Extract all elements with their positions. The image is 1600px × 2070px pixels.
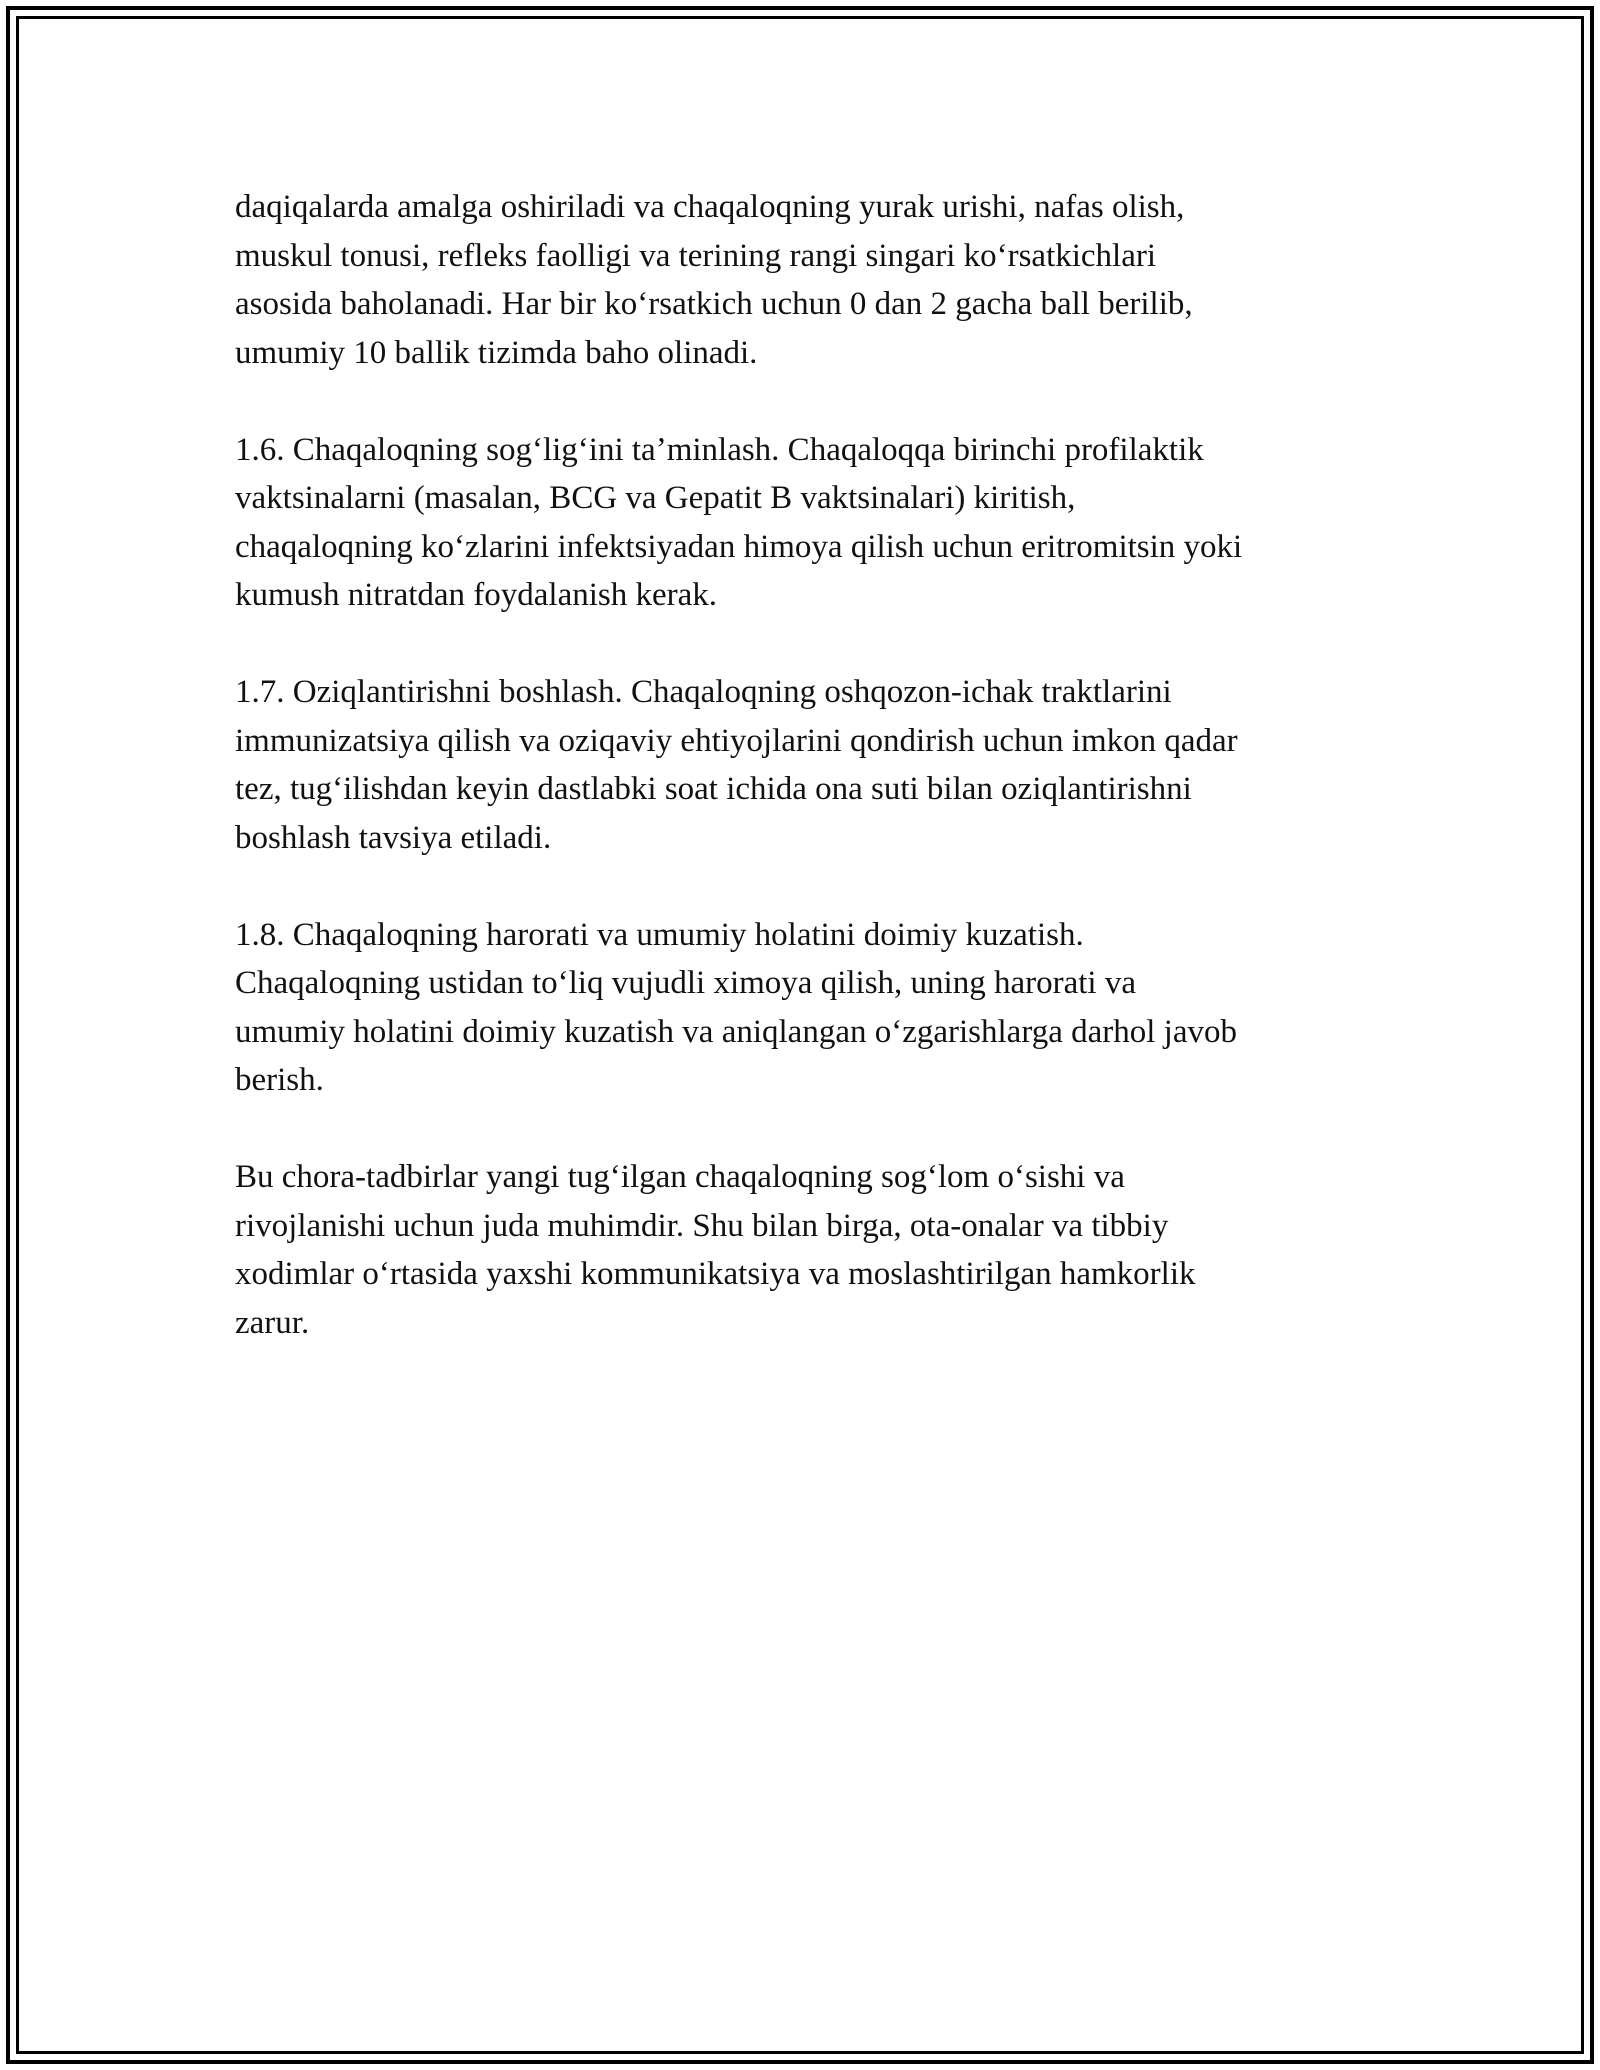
paragraph-section-1-7: 1.7. Oziqlantirishni boshlash. Chaqaloqning oshqozon-ichak traktlarini immunizatsiya qilish va oziqaviy ehtiyojlarini qondirish uchun imkon qadar tez, tugʻilishdan keyin dastlabki soat ichida ona suti bilan oziqlantirishni boshlash tavsiya etiladi. <box>235 674 1238 856</box>
paragraph-section-1-8: 1.8. Chaqaloqning harorati va umumiy holatini doimiy kuzatish. Chaqaloqning ustidan toʻliq vujudli ximoya qilish, uning harorati va umumiy holatini doimiy kuzatish va aniqlangan oʻzgarishlarga darhol javob berish. <box>235 916 1237 1098</box>
document-body <box>235 183 1375 1396</box>
paragraph-apgar-continued: daqiqalarda amalga oshiriladi va chaqaloqning yurak urishi, nafas olish, muskul tonusi, refleks faolligi va terining rangi singari koʻrsatkichlari asosida baholanadi. Har bir koʻrsatkich uchun 0 dan 2 gacha ball berilib, umumiy 10 ballik tizimda baho olinadi. <box>235 189 1193 371</box>
paragraph-section-1-6: 1.6. Chaqaloqning sogʻligʻini taʼminlash. Chaqaloqqa birinchi profilaktik vaktsinalarni (masalan, BCG va Gepatit B vaktsinalari) kiritish, chaqaloqning koʻzlarini infektsiyadan himoya qilish uchun eritromitsin yoki kumush nitratdan foydalanish kerak. <box>235 431 1243 613</box>
paragraph-conclusion: Bu chora-tadbirlar yangi tugʻilgan chaqaloqning sogʻlom oʻsishi va rivojlanishi uchun juda muhimdir. Shu bilan birga, ota-onalar va tibbiy xodimlar oʻrtasida yaxshi kommunikatsiya va moslashtirilgan hamkorlik zarur. <box>235 1159 1196 1341</box>
